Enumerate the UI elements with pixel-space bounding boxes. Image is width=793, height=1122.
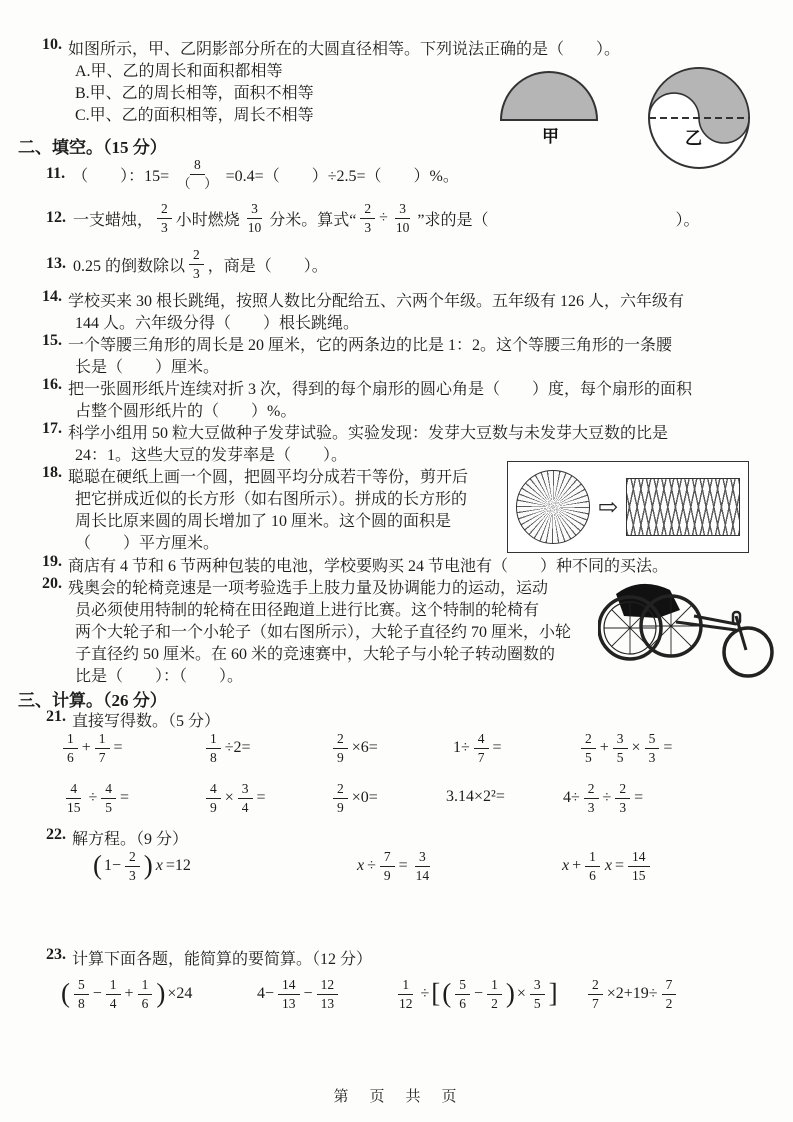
expression: 0.25 的倒数除以 $\frac{2}{3}$ ，商是（ ）。	[73, 247, 328, 281]
question-19	[42, 553, 668, 575]
question-13	[46, 248, 329, 280]
question-11	[46, 158, 460, 190]
expression: $\frac{2}{7}$ ×2+19÷ $\frac{7}{2}$	[585, 978, 679, 1010]
expression: 一支蜡烛， $\frac{2}{3}$ 小时燃烧 $\frac{3}{10}$ 分米。算式“ $\frac{2}{3}$ ÷ $\frac{3}{10}$ ”求的是（ ）。	[73, 201, 700, 235]
expression: 4− $\frac{14}{13}$ − $\frac{12}{13}$	[256, 978, 341, 1010]
expression: ( $\frac{5}{8}$ − $\frac{1}{4}$ + $\frac{1}{6}$ ) ×24	[61, 977, 193, 1011]
question-text: 残奥会的轮椅竞速是一项考验选手上肢力量及协调能力的运动，运动	[68, 580, 549, 597]
question-18	[42, 464, 468, 552]
q18-circle-to-rectangle-figure	[507, 461, 749, 553]
question-text: 长是（ ）厘米。	[75, 359, 220, 376]
question-number: 14.	[42, 288, 62, 305]
expression: $\frac{1}{8}$ ÷2=	[203, 732, 252, 764]
question-number: 17.	[42, 420, 62, 437]
question-text: 商店有 4 节和 6 节两种包装的电池，学校要购买 24 节电池有（ ）种不同的买法。	[68, 558, 669, 575]
question-number: 12.	[46, 209, 66, 226]
question-22	[46, 826, 188, 849]
question-stem: 如图所示，甲、乙阴影部分所在的大圆直径相等。下列说法正确的是（ ）。	[68, 41, 621, 58]
wheel-spokes	[641, 596, 701, 656]
sector-rectangle-icon	[626, 478, 740, 536]
q10-circles-figure	[487, 52, 777, 172]
question-number: 13.	[46, 255, 66, 272]
question-number: 10.	[42, 36, 62, 53]
sectored-circle-icon	[516, 470, 590, 544]
question-20	[42, 575, 571, 685]
expression: $\frac{1}{12}$ ÷ [ ( $\frac{5}{6}$ − $\frac{1}{2}$ ) × $\frac{3}{5}$ ]	[399, 977, 558, 1011]
question-label: 计算下面各题，能简算的要简算。（12 分）	[72, 951, 373, 968]
expression: $\frac{2}{9}$ ×0=	[330, 782, 379, 814]
question-text: 把它拼成近似的长方形（如右图所示）。拼成的长方形的	[75, 491, 468, 508]
question-number: 23.	[46, 946, 66, 963]
wheelchair-racing-image	[598, 572, 788, 680]
question-text: 把一张圆形纸片连续对折 3 次，得到的每个扇形的圆心角是（ ）度，每个扇形的面积	[68, 381, 693, 398]
question-text: 聪聪在硬纸上画一个圆，把圆平均分成若干等份，剪开后	[68, 469, 469, 486]
question-number: 18.	[42, 464, 62, 481]
question-15	[42, 332, 672, 376]
front-wheel	[724, 628, 772, 676]
option-c: C.甲、乙的面积相等，周长不相等	[75, 107, 314, 124]
question-text: 24：1。这些大豆的发芽率是（ ）。	[75, 447, 348, 464]
question-number: 15.	[42, 332, 62, 349]
question-number: 21.	[46, 708, 66, 725]
label-jia: 甲	[542, 127, 559, 146]
question-14	[42, 288, 684, 332]
question-text: 员必须使用特制的轮椅在田径跑道上进行比赛。这个特制的轮椅有	[75, 602, 540, 619]
expression: $\frac{4}{9}$ × $\frac{3}{4}$ =	[203, 782, 267, 814]
question-text: 占整个圆形纸片的（ ）%。	[75, 403, 297, 420]
question-text: 周长比原来圆的周长增加了 10 厘米。这个圆的面积是	[75, 513, 452, 530]
question-number: 16.	[42, 376, 62, 393]
question-text: 比是（ ）：（ ）。	[75, 668, 244, 685]
question-16	[42, 376, 692, 420]
question-label: 直接写得数。（5 分）	[72, 713, 221, 730]
expression: $\frac{2}{5}$ + $\frac{3}{5}$ × $\frac{5}{3}$ =	[578, 732, 673, 764]
question-label: 解方程。（9 分）	[72, 831, 189, 848]
equation: x ÷ $\frac{7}{9}$ = $\frac{3}{14}$	[357, 849, 430, 883]
question-12	[46, 202, 701, 234]
label-yi: 乙	[685, 129, 702, 148]
question-text: 144 人。六年级分得（ ）根长跳绳。	[75, 315, 360, 332]
option-b: B.甲、乙的周长相等，面积不相等	[75, 85, 314, 102]
expression: $\frac{4}{15}$ ÷ $\frac{4}{5}$ =	[67, 781, 130, 815]
question-number: 22.	[46, 826, 66, 843]
equation: x + $\frac{1}{6}$ x = $\frac{14}{15}$	[560, 850, 653, 882]
question-21	[46, 708, 220, 731]
page-footer: 第 页 共 页	[333, 1089, 460, 1105]
question-text: 科学小组用 50 粒大豆做种子发芽试验。实验发现：发芽大豆数与未发芽大豆数的比是	[68, 425, 669, 442]
question-23	[46, 946, 372, 969]
equation: ( 1− $\frac{2}{3}$ ) x =12	[93, 849, 191, 883]
expression: 3.14×2²=	[446, 788, 505, 805]
section-heading-calc: 三、计算。（26 分）	[18, 691, 167, 710]
semicircle-jia	[501, 72, 597, 120]
question-text: （ ）平方厘米。	[75, 535, 220, 552]
question-text: 一个等腰三角形的周长是 20 厘米，它的两条边的比是 1：2。这个等腰三角形的一条腰	[68, 337, 673, 354]
question-text: 子直径约 50 厘米。在 60 米的竞速赛中，大轮子与小轮子转动圈数的	[75, 646, 556, 663]
expression: 1÷ $\frac{4}{7}$ =	[453, 731, 502, 765]
expression: 4÷ $\frac{2}{3}$ ÷ $\frac{2}{3}$ =	[563, 781, 644, 815]
question-number: 19.	[42, 553, 62, 570]
question-text: 两个大轮子和一个小轮子（如右图所示），大轮子直径约 70 厘米，小轮	[75, 624, 572, 641]
expression: $\frac{2}{9}$ ×6=	[330, 732, 379, 764]
section-heading-fill: 二、填空。（15 分）	[18, 138, 167, 157]
question-text: 学校买来 30 根长跳绳，按照人数比分配给五、六两个年级。五年级有 126 人，六年级有	[68, 293, 685, 310]
question-number: 11.	[46, 165, 66, 182]
arrow-right-icon: ⇨	[597, 494, 619, 521]
option-a: A.甲、乙的周长和面积都相等	[75, 63, 283, 80]
question-number: 20.	[42, 575, 62, 592]
question-17	[42, 420, 668, 464]
expression: （ ）：15= $\frac{8}{( )}$ =0.4=（ ）÷2.5=（ ）%。	[72, 157, 459, 191]
expression: $\frac{1}{6}$ + $\frac{1}{7}$ =	[60, 732, 124, 764]
